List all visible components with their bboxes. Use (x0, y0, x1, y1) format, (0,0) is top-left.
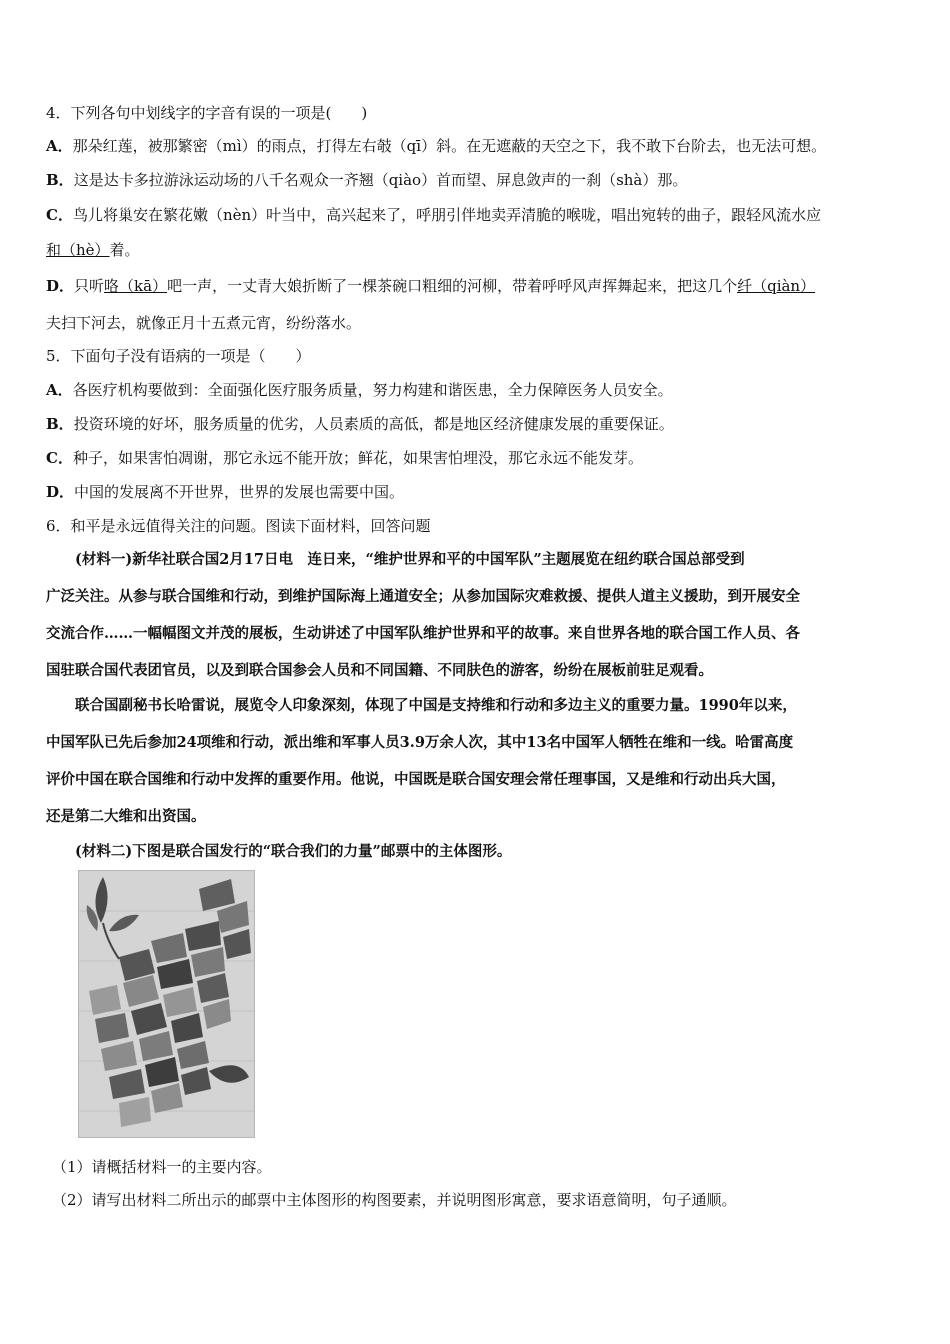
material-one-line: (材料一)新华社联合国2月17日电 连日来，“维护世界和平的中国军队”主题展览在纽约联合国总部受到 (46, 551, 745, 568)
underlined-word: 纤（qiàn） (737, 277, 816, 295)
stamp-image (78, 870, 255, 1138)
underlined-word: 和（hè） (46, 241, 110, 259)
option-text: 吧一声，一丈青大娘折断了一棵茶碗口粗细的河柳，带着呼呼风声挥舞起来，把这几个 (167, 277, 738, 295)
q4-option-d-cont: 夫扫下河去，就像正月十五煮元宵，纷纷落水。 (46, 314, 362, 332)
option-label: A． (46, 137, 73, 155)
q5-option-b (46, 414, 674, 434)
q4-option-c (46, 205, 821, 225)
option-text: 投资环境的好坏，服务质量的优劣，人员素质的高低，都是地区经济健康发展的重要保证。 (73, 415, 674, 433)
underlined-word: 咯（kā） (104, 277, 168, 295)
option-text: 那朵红莲，被那繁密（mì）的雨点，打得左右攲（qī）斜。在无遮蔽的天空之下，我不敢下台阶去，也无法可想。 (72, 137, 827, 155)
option-label: A． (46, 381, 73, 399)
q5-option-c (46, 448, 643, 468)
material-two: (材料二)下图是联合国发行的“联合我们的力量”邮票中的主体图形。 (46, 843, 512, 860)
q4-option-d (46, 276, 815, 296)
q4-option-c-cont (46, 240, 140, 260)
option-label: D． (46, 277, 75, 295)
option-label: B． (46, 415, 74, 433)
material-one-line: 还是第二大维和出资国。 (46, 808, 206, 825)
option-label: C． (46, 449, 73, 467)
material-one-line: 国驻联合国代表团官员，以及到联合国参会人员和不同国籍、不同肤色的游客，纷纷在展板前驻足观看。 (46, 662, 713, 679)
option-text: 种子，如果害怕凋谢，那它永远不能开放；鲜花，如果害怕埋没，那它永远不能发芽。 (72, 449, 643, 467)
q4-option-b (46, 170, 687, 190)
option-text: 只听 (74, 277, 105, 295)
sub-question-1: （1）请概括材料一的主要内容。 (52, 1158, 272, 1176)
material-one-line: 交流合作……一幅幅图文并茂的展板，生动讲述了中国军队维护世界和平的故事。来自世界各地的联合国工作人员、各 (46, 625, 800, 642)
q4-option-a (46, 136, 826, 156)
material-one-line: 中国军队已先后参加24项维和行动，派出维和军事人员3.9万余人次，其中13名中国军人牺牲在维和一线。哈雷高度 (46, 734, 794, 751)
option-text: 中国的发展离不开世界，世界的发展也需要中国。 (74, 483, 405, 501)
material-one-line: 广泛关注。从参与联合国维和行动，到维护国际海上通道安全；从参加国际灾难救援、提供人道主义援助，到开展安全 (46, 588, 800, 605)
option-text: 各医疗机构要做到：全面强化医疗服务质量，努力构建和谐医患，全力保障医务人员安全。 (72, 381, 673, 399)
option-text: 这是达卡多拉游泳运动场的八千名观众一齐翘（qiào）首而望、屏息敛声的一刹（shà）那。 (73, 171, 688, 189)
option-label: D． (46, 483, 75, 501)
option-label: C． (46, 206, 73, 224)
option-label: B． (46, 171, 74, 189)
material-one-line: 评价中国在联合国维和行动中发挥的重要作用。他说，中国既是联合国安理会常任理事国，又是维和行动出兵大国， (46, 771, 786, 788)
material-one-line: 联合国副秘书长哈雷说，展览令人印象深刻，体现了中国是支持维和行动和多边主义的重要力量。1990年以来， (46, 697, 797, 714)
q5-option-d (46, 482, 404, 502)
stamp-graphic (79, 871, 254, 1137)
q5-option-a (46, 380, 673, 400)
q6-stem: 6．和平是永远值得关注的问题。图读下面材料，回答问题 (46, 517, 431, 535)
option-text: 鸟儿将巢安在繁花嫩（nèn）叶当中，高兴起来了，呼朋引伴地卖弄清脆的喉咙，唱出宛转的曲子，跟轻风流水应 (72, 206, 822, 224)
sub-question-2: （2）请写出材料二所出示的邮票中主体图形的构图要素，并说明图形寓意，要求语意简明，句子通顺。 (52, 1191, 737, 1209)
q4-stem: 4．下列各句中划线字的字音有误的一项是( ) (46, 104, 368, 122)
q5-stem: 5．下面句子没有语病的一项是（ ） (46, 347, 311, 365)
option-text: 着。 (109, 241, 140, 259)
